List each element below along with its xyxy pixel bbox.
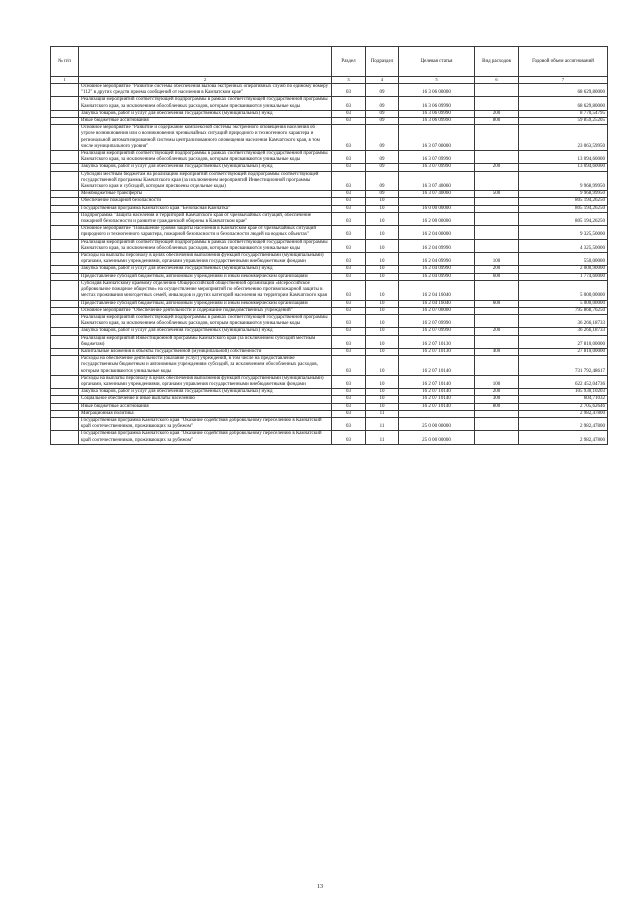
razdel-cell: 03: [332, 410, 366, 417]
target-article-cell: 16 3 07 00000: [399, 125, 475, 151]
expense-type-cell: [475, 84, 519, 97]
expense-type-cell: 200: [475, 164, 519, 171]
expense-type-cell: 100: [475, 253, 519, 266]
expense-type-cell: 200: [475, 328, 519, 335]
item-name-cell: Расходы на выплаты персоналу в целях обеспечения выполнения функций государственными (муниципальными) органами, казенными учреждениями, органами управления государственными внебюджетными фондами: [79, 375, 332, 388]
row-number-cell: [51, 417, 79, 430]
table-row: [51, 125, 608, 151]
table-row: [51, 403, 608, 410]
podrazdel-cell: 10: [366, 389, 399, 396]
header-expense-type: Вид расходов: [475, 47, 519, 77]
expense-type-cell: 300: [475, 396, 519, 403]
item-name-cell: Подпрограмма "Защита населения и территорий Камчатского края от чрезвычайных ситуаций, обеспечение пожарной безопасности и развитие гражданской обороны в Камчатском крае": [79, 212, 332, 225]
item-name-cell: Субсидия Камчатскому краевому отделению Общероссийской общественной организации «Всероссийское добровольное пожарное общество» на осуществление мероприятий по обеспечению противопожарной защиты в местах проживания многодетных семей, инвалидов и других категорий населения на территории Камчатского края: [79, 280, 332, 300]
target-article-cell: 16 2 04 16040: [399, 300, 475, 307]
podrazdel-cell: 09: [366, 164, 399, 171]
item-name-cell: Капитальные вложения в объекты государственной (муниципальной) собственности: [79, 348, 332, 355]
amount-cell: 27 810,00000: [519, 335, 608, 348]
row-number-cell: [51, 118, 79, 125]
amount-cell: 13 094,60000: [519, 164, 608, 171]
amount-cell: 9 968,99950: [519, 191, 608, 198]
table-row: [51, 226, 608, 239]
row-number-cell: [51, 314, 79, 327]
expense-type-cell: [475, 417, 519, 430]
podrazdel-cell: 10: [366, 348, 399, 355]
row-number-cell: [51, 307, 79, 314]
row-number-cell: [51, 191, 79, 198]
column-number: 3: [332, 77, 366, 84]
podrazdel-cell: 10: [366, 266, 399, 273]
podrazdel-cell: 10: [366, 239, 399, 252]
amount-cell: 805 194,26250: [519, 205, 608, 212]
table-header: [51, 47, 608, 84]
row-number-cell: [51, 253, 79, 266]
target-article-cell: 16 3 06 09990: [399, 97, 475, 110]
item-name-cell: Закупка товаров, работ и услуг для обеспечения государственных (муниципальных) нужд: [79, 164, 332, 171]
razdel-cell: 03: [332, 314, 366, 327]
razdel-cell: 03: [332, 417, 366, 430]
amount-cell: 68 629,80000: [519, 97, 608, 110]
podrazdel-cell: 10: [366, 226, 399, 239]
table-row: [51, 266, 608, 273]
amount-cell: 731 792,48617: [519, 356, 608, 376]
table-row: [51, 410, 608, 417]
column-number: 1: [51, 77, 79, 84]
table-row: [51, 307, 608, 314]
amount-cell: 2 000,90000: [519, 266, 608, 273]
target-article-cell: 16 2 07 10140: [399, 403, 475, 410]
row-number-cell: [51, 239, 79, 252]
razdel-cell: 03: [332, 348, 366, 355]
target-article-cell: 16 3 06 00000: [399, 84, 475, 97]
table-row: [51, 191, 608, 198]
row-number-cell: [51, 431, 79, 444]
row-number-cell: [51, 171, 79, 191]
item-name-cell: Предоставление субсидий бюджетным, автономным учреждениям и иным некоммерческим организациям: [79, 300, 332, 307]
expense-type-cell: [475, 314, 519, 327]
item-name-cell: Основное мероприятие "Повышение уровня защиты населения в Камчатском крае от чрезвычайных ситуаций природного и техногенного характера, пожарной безопасности и безопасности людей на водных объектах": [79, 226, 332, 239]
razdel-cell: 03: [332, 396, 366, 403]
amount-cell: 2 705,62646: [519, 403, 608, 410]
razdel-cell: 03: [332, 389, 366, 396]
target-article-cell: 16 2 04 16040: [399, 280, 475, 300]
target-article-cell: 25 0 00 00000: [399, 417, 475, 430]
razdel-cell: 03: [332, 253, 366, 266]
podrazdel-cell: 11: [366, 431, 399, 444]
item-name-cell: Основное мероприятие "Обеспечение деятельности и содержание подведомственных учреждений": [79, 307, 332, 314]
row-number-cell: [51, 151, 79, 164]
expense-type-cell: 200: [475, 389, 519, 396]
razdel-cell: 03: [332, 205, 366, 212]
table-row: [51, 335, 608, 348]
target-article-cell: 25 0 00 00000: [399, 431, 475, 444]
item-name-cell: Социальное обеспечение и иные выплаты населению: [79, 396, 332, 403]
header-name: [79, 47, 332, 77]
header-target-article: Целевая статья: [399, 47, 475, 77]
amount-cell: 36 266,18733: [519, 314, 608, 327]
expense-type-cell: [475, 239, 519, 252]
amount-cell: 2 982,47800: [519, 431, 608, 444]
podrazdel-cell: 10: [366, 314, 399, 327]
target-article-cell: [399, 410, 475, 417]
expense-type-cell: [475, 307, 519, 314]
row-number-cell: [51, 226, 79, 239]
row-number-cell: [51, 356, 79, 376]
razdel-cell: 03: [332, 212, 366, 225]
row-number-cell: [51, 300, 79, 307]
amount-cell: 36 266,18733: [519, 328, 608, 335]
row-number-cell: [51, 110, 79, 117]
table-row: [51, 164, 608, 171]
item-name-cell: Реализация мероприятий соответствующей подпрограммы в рамках соответствующей государственной программы Камчатского края, за исключением обособленных расходов, которым присваиваются уникальные коды: [79, 151, 332, 164]
podrazdel-cell: 10: [366, 300, 399, 307]
razdel-cell: 03: [332, 171, 366, 191]
amount-cell: 604,71032: [519, 396, 608, 403]
target-article-cell: 16 3 06 09990: [399, 118, 475, 125]
amount-cell: 2 982,47800: [519, 410, 608, 417]
item-name-cell: Миграционная политика: [79, 410, 332, 417]
row-number-cell: [51, 403, 79, 410]
razdel-cell: 03: [332, 280, 366, 300]
expense-type-cell: [475, 205, 519, 212]
amount-cell: 5 000,00000: [519, 280, 608, 300]
row-number-cell: [51, 273, 79, 280]
table-body: [51, 84, 608, 445]
target-article-cell: 16 0 00 00000: [399, 205, 475, 212]
row-number-cell: [51, 396, 79, 403]
row-number-cell: [51, 410, 79, 417]
podrazdel-cell: 10: [366, 396, 399, 403]
item-name-cell: Иные бюджетные ассигнования: [79, 118, 332, 125]
amount-cell: 27 810,00000: [519, 348, 608, 355]
item-name-cell: Реализация мероприятий соответствующей подпрограммы в рамках соответствующей государственной программы Камчатского края, за исключением обособленных расходов, которым присваиваются уникальные коды: [79, 97, 332, 110]
item-name-cell: Субсидии местным бюджетам на реализацию мероприятий соответствующей подпрограммы соответствующей государственной программы Камчатского края (за исключением мероприятий Инвестиционной программы Камчатского края и субсидий, которым присвоены отдельные коды): [79, 171, 332, 191]
amount-cell: 795 868,76250: [519, 307, 608, 314]
table-row: [51, 198, 608, 205]
expense-type-cell: [475, 356, 519, 376]
razdel-cell: 03: [332, 335, 366, 348]
item-name-cell: Закупка товаров, работ и услуг для обеспечения государственных (муниципальных) нужд: [79, 266, 332, 273]
target-article-cell: 16 2 07 10140: [399, 356, 475, 376]
target-article-cell: 16 3 07 09990: [399, 164, 475, 171]
razdel-cell: 03: [332, 97, 366, 110]
item-name-cell: Закупка товаров, работ и услуг для обеспечения государственных (муниципальных) нужд: [79, 328, 332, 335]
razdel-cell: 03: [332, 226, 366, 239]
item-name-cell: Закупка товаров, работ и услуг для обеспечения государственных (муниципальных) нужд: [79, 110, 332, 117]
razdel-cell: 03: [332, 118, 366, 125]
expense-type-cell: 800: [475, 118, 519, 125]
target-article-cell: 16 2 00 00000: [399, 212, 475, 225]
table-row: [51, 300, 608, 307]
amount-cell: 8 770,54795: [519, 110, 608, 117]
expense-type-cell: [475, 280, 519, 300]
table-row: [51, 110, 608, 117]
amount-cell: 805 194,26250: [519, 198, 608, 205]
row-number-cell: [51, 348, 79, 355]
row-number-cell: [51, 125, 79, 151]
table-row: [51, 171, 608, 191]
podrazdel-cell: 10: [366, 212, 399, 225]
podrazdel-cell: 09: [366, 171, 399, 191]
item-name-cell: Реализация мероприятий соответствующей подпрограммы в рамках соответствующей государственной программы Камчатского края, за исключением обособленных расходов, которым присваиваются уникальные коды: [79, 239, 332, 252]
razdel-cell: 03: [332, 84, 366, 97]
target-article-cell: 16 2 07 10130: [399, 348, 475, 355]
amount-cell: 5 000,00000: [519, 300, 608, 307]
expense-type-cell: [475, 171, 519, 191]
table-row: [51, 356, 608, 376]
item-name-cell: Государственная программа Камчатского края "Безопасная Камчатка": [79, 205, 332, 212]
table-row: [51, 239, 608, 252]
podrazdel-cell: 10: [366, 280, 399, 300]
table-row: [51, 151, 608, 164]
razdel-cell: 03: [332, 356, 366, 376]
razdel-cell: 03: [332, 151, 366, 164]
target-article-cell: 16 2 04 09990: [399, 239, 475, 252]
podrazdel-cell: 09: [366, 191, 399, 198]
amount-cell: 105 930,10203: [519, 389, 608, 396]
row-number-cell: [51, 375, 79, 388]
target-article-cell: 16 2 04 09990: [399, 266, 475, 273]
item-name-cell: Государственная программа Камчатского края "Оказание содействия добровольному переселению в Камчатский край соотечественников, проживающих за рубежом": [79, 417, 332, 430]
razdel-cell: 03: [332, 125, 366, 151]
expense-type-cell: 600: [475, 300, 519, 307]
table-row: [51, 97, 608, 110]
target-article-cell: 16 3 07 09990: [399, 151, 475, 164]
table-row: [51, 314, 608, 327]
item-name-cell: Реализация мероприятий соответствующей подпрограммы в рамках соответствующей государственной программы Камчатского края, за исключением обособленных расходов, которым присваиваются уникальные коды: [79, 314, 332, 327]
item-name-cell: Реализация мероприятий Инвестиционной программы Камчатского края (за исключением субсидий местным бюджетам): [79, 335, 332, 348]
amount-cell: 805 194,26250: [519, 212, 608, 225]
table-row: [51, 431, 608, 444]
amount-cell: 9 325,50000: [519, 226, 608, 239]
razdel-cell: 03: [332, 110, 366, 117]
header-podrazdel: Подраздел: [366, 47, 399, 77]
target-article-cell: 16 2 07 00000: [399, 307, 475, 314]
target-article-cell: 16 2 07 09990: [399, 314, 475, 327]
item-name-cell: Расходы на выплаты персоналу в целях обеспечения выполнения функций государственными (муниципальными) органами, казенными учреждениями, органами управления государственными внебюджетными фондами: [79, 253, 332, 266]
column-number: 5: [399, 77, 475, 84]
expense-type-cell: [475, 125, 519, 151]
razdel-cell: 03: [332, 273, 366, 280]
expense-type-cell: [475, 198, 519, 205]
podrazdel-cell: 10: [366, 403, 399, 410]
item-name-cell: Иные бюджетные ассигнования: [79, 403, 332, 410]
table-row: [51, 273, 608, 280]
razdel-cell: 03: [332, 375, 366, 388]
podrazdel-cell: 09: [366, 84, 399, 97]
table-row: [51, 417, 608, 430]
item-name-cell: Межбюджетные трансферты: [79, 191, 332, 198]
podrazdel-cell: 10: [366, 375, 399, 388]
table-row: [51, 389, 608, 396]
table-row: [51, 212, 608, 225]
podrazdel-cell: 11: [366, 417, 399, 430]
table-row: [51, 396, 608, 403]
table-row: [51, 84, 608, 97]
podrazdel-cell: 10: [366, 253, 399, 266]
table-row: [51, 375, 608, 388]
row-number-cell: [51, 328, 79, 335]
podrazdel-cell: 10: [366, 356, 399, 376]
target-article-cell: 16 2 07 10140: [399, 389, 475, 396]
amount-cell: 9 968,99950: [519, 171, 608, 191]
razdel-cell: 03: [332, 266, 366, 273]
razdel-cell: 03: [332, 191, 366, 198]
column-number: 7: [519, 77, 608, 84]
amount-cell: 68 629,80000: [519, 84, 608, 97]
amount-cell: 622 452,04736: [519, 375, 608, 388]
expense-type-cell: [475, 226, 519, 239]
item-name-cell: Расходы на обеспечение деятельности (оказание услуг) учреждений, в том числе на предоставление государственным бюджетным и автономным учреждениям субсидий, за исключением обособленных расходов, которым присваиваются уникальные коды: [79, 356, 332, 376]
target-article-cell: 16 2 04 09990: [399, 253, 475, 266]
podrazdel-cell: 09: [366, 125, 399, 151]
table-row: [51, 280, 608, 300]
podrazdel-cell: 09: [366, 97, 399, 110]
amount-cell: 13 094,60000: [519, 151, 608, 164]
row-number-cell: [51, 97, 79, 110]
row-number-cell: [51, 335, 79, 348]
row-number-cell: [51, 389, 79, 396]
item-name-cell: Предоставление субсидий бюджетным, автономным учреждениям и иным некоммерческим организациям: [79, 273, 332, 280]
target-article-cell: 16 3 07 40060: [399, 171, 475, 191]
razdel-cell: 03: [332, 328, 366, 335]
expense-type-cell: [475, 431, 519, 444]
item-name-cell: Государственная программа Камчатского края "Оказание содействия добровольному переселению в Камчатский край соотечественников, проживающих за рубежом": [79, 431, 332, 444]
podrazdel-cell: 10: [366, 273, 399, 280]
row-number-cell: [51, 280, 79, 300]
podrazdel-cell: 09: [366, 151, 399, 164]
expense-type-cell: 200: [475, 110, 519, 117]
expense-type-cell: 800: [475, 403, 519, 410]
expense-type-cell: [475, 97, 519, 110]
razdel-cell: 03: [332, 300, 366, 307]
expense-type-cell: 600: [475, 273, 519, 280]
target-article-cell: 16 2 07 10140: [399, 396, 475, 403]
row-number-cell: [51, 212, 79, 225]
header-annual-volume: Годовой объем ассигнований: [519, 47, 608, 77]
podrazdel-cell: 09: [366, 118, 399, 125]
header-no: № п/п: [51, 47, 79, 77]
razdel-cell: 03: [332, 198, 366, 205]
table-row: [51, 348, 608, 355]
podrazdel-cell: 10: [366, 198, 399, 205]
amount-cell: 23 063,59950: [519, 125, 608, 151]
row-number-cell: [51, 84, 79, 97]
amount-cell: 4 325,50000: [519, 239, 608, 252]
expense-type-cell: [475, 212, 519, 225]
row-number-cell: [51, 205, 79, 212]
razdel-cell: 03: [332, 307, 366, 314]
table-row: [51, 118, 608, 125]
razdel-cell: 03: [332, 239, 366, 252]
row-number-cell: [51, 198, 79, 205]
razdel-cell: 03: [332, 403, 366, 410]
expense-type-cell: 100: [475, 375, 519, 388]
amount-cell: 2 982,47800: [519, 417, 608, 430]
item-name-cell: Закупка товаров, работ и услуг для обеспечения государственных (муниципальных) нужд: [79, 389, 332, 396]
row-number-cell: [51, 164, 79, 171]
target-article-cell: 16 2 04 00000: [399, 226, 475, 239]
expense-type-cell: 200: [475, 266, 519, 273]
target-article-cell: 16 2 07 10130: [399, 335, 475, 348]
target-article-cell: 16 3 06 09990: [399, 110, 475, 117]
item-name-cell: Основное мероприятие "Развитие и содержание комплексной системы экстренного оповещения населения об угрозе возникновения или о возникновении чрезвычайных ситуаций природного и техногенного характера и региональной автоматизированной системы централизованного оповещения населения Камчатского края, в том числе муниципального уровня": [79, 125, 332, 151]
table-row: [51, 205, 608, 212]
item-name-cell: Обеспечение пожарной безопасности: [79, 198, 332, 205]
razdel-cell: 03: [332, 431, 366, 444]
table-row: [51, 328, 608, 335]
podrazdel-cell: 10: [366, 328, 399, 335]
expense-type-cell: 500: [475, 191, 519, 198]
header-razdel: Раздел: [332, 47, 366, 77]
item-name-cell: Основное мероприятие "Развитие системы обеспечения вызова экстренных оперативных служб по единому номеру "112" в других средств приема сообщений от населения в Камчатском крае": [79, 84, 332, 97]
budget-table: [50, 46, 608, 445]
target-article-cell: 16 3 07 40060: [399, 191, 475, 198]
podrazdel-cell: 11: [366, 410, 399, 417]
target-article-cell: 16 2 07 09990: [399, 328, 475, 335]
amount-cell: 59 859,25205: [519, 118, 608, 125]
table-row: [51, 253, 608, 266]
expense-type-cell: [475, 151, 519, 164]
row-number-cell: [51, 266, 79, 273]
page-number: 13: [317, 884, 323, 890]
expense-type-cell: 400: [475, 348, 519, 355]
podrazdel-cell: 10: [366, 307, 399, 314]
podrazdel-cell: 10: [366, 335, 399, 348]
podrazdel-cell: 10: [366, 205, 399, 212]
amount-cell: 550,00000: [519, 253, 608, 266]
column-number: 6: [475, 77, 519, 84]
podrazdel-cell: 09: [366, 110, 399, 117]
target-article-cell: [399, 198, 475, 205]
target-article-cell: 16 2 04 09990: [399, 273, 475, 280]
expense-type-cell: [475, 410, 519, 417]
amount-cell: 1 774,60000: [519, 273, 608, 280]
razdel-cell: 03: [332, 164, 366, 171]
column-number: 2: [79, 77, 332, 84]
expense-type-cell: [475, 335, 519, 348]
target-article-cell: 16 2 07 10140: [399, 375, 475, 388]
column-number: 4: [366, 77, 399, 84]
